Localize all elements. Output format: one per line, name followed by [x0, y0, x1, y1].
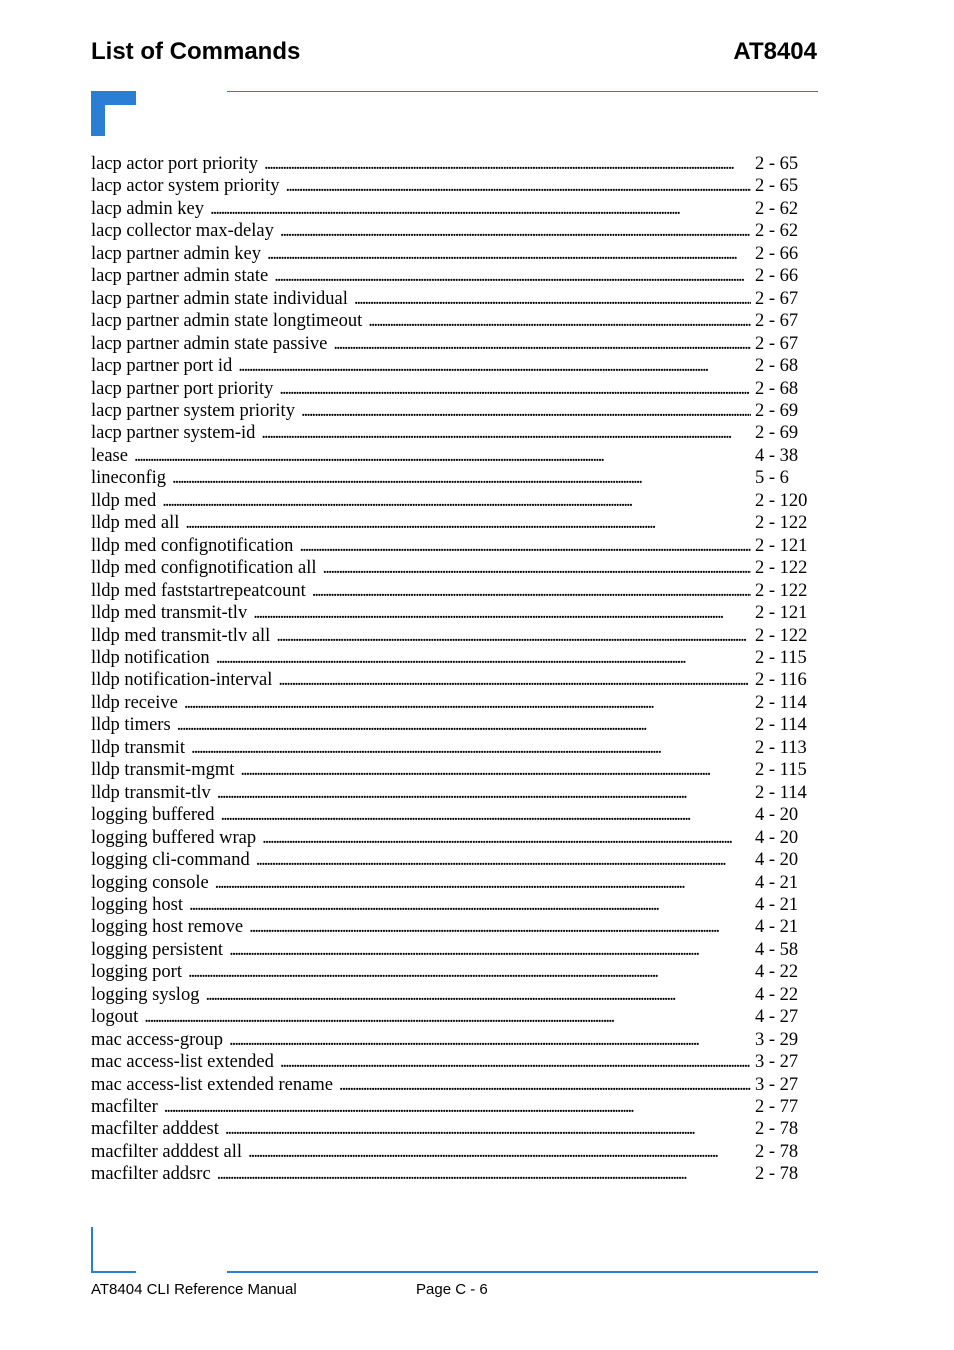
index-entry-page: 2 - 114 — [755, 715, 807, 736]
index-entry-command: lldp transmit-tlv — [91, 782, 211, 803]
index-entry — [91, 647, 807, 669]
dot-leader — [238, 355, 751, 377]
index-entry — [91, 849, 803, 871]
dot-leader — [164, 1096, 751, 1118]
dot-leader — [144, 1006, 751, 1028]
index-entry-command: logging buffered wrap — [91, 827, 257, 848]
dot-leader — [172, 467, 751, 489]
index-entry-command: lease — [91, 445, 128, 466]
index-entry-command: mac access-list extended rename — [91, 1074, 333, 1095]
dot-leader — [229, 1029, 751, 1051]
dot-leader — [276, 625, 751, 647]
dot-leader — [177, 714, 751, 736]
index-entry-page: 4 - 21 — [755, 872, 799, 893]
index-entry-page: 4 - 20 — [755, 805, 799, 826]
index-entry-page: 4 - 22 — [755, 962, 799, 983]
dot-leader — [278, 669, 751, 691]
dot-leader — [217, 1163, 751, 1185]
index-entry — [91, 220, 803, 242]
footer-page-number: Page C - 6 — [416, 1281, 488, 1298]
dot-leader — [253, 602, 751, 624]
index-entry-command: mac access-group — [91, 1029, 224, 1050]
index-entry — [91, 198, 803, 220]
dot-leader — [267, 243, 751, 265]
dot-leader — [280, 220, 751, 242]
index-entry-command: logging buffered — [91, 805, 215, 826]
index-entry-page: 4 - 20 — [755, 827, 799, 848]
dot-leader — [225, 1118, 751, 1140]
index-entry-page: 2 - 115 — [755, 647, 807, 668]
index-entry — [91, 355, 803, 377]
index-entry — [91, 310, 803, 332]
dot-leader — [274, 265, 751, 287]
index-entry-page: 2 - 66 — [755, 266, 799, 287]
index-entry-page: 2 - 78 — [755, 1164, 799, 1185]
index-entry-page: 2 - 114 — [755, 782, 807, 803]
dot-leader — [184, 692, 751, 714]
index-entry — [91, 782, 807, 804]
footer-bracket-vertical — [91, 1227, 93, 1273]
dot-leader — [191, 737, 751, 759]
index-entry — [91, 759, 807, 781]
dot-leader — [333, 333, 751, 355]
corner-bracket-icon — [91, 91, 136, 136]
index-entry-command: lacp collector max-delay — [91, 221, 274, 242]
index-entry-page: 2 - 65 — [755, 154, 799, 174]
index-entry-command: lldp transmit-mgmt — [91, 760, 235, 781]
index-entry — [91, 692, 807, 714]
index-entry-command: macfilter adddest all — [91, 1141, 243, 1162]
index-entry-command: macfilter addsrc — [91, 1164, 211, 1185]
index-entry-command: lldp med confignotification all — [91, 558, 317, 579]
index-entry-page: 2 - 115 — [755, 760, 807, 781]
footer-manual-title: AT8404 CLI Reference Manual — [91, 1281, 297, 1298]
index-entry — [91, 1163, 803, 1185]
index-entry-command: logging syslog — [91, 984, 200, 1005]
index-entry-page: 2 - 65 — [755, 176, 799, 197]
index-entry-command: lacp partner port priority — [91, 378, 274, 399]
index-entry-command: lacp admin key — [91, 198, 205, 219]
index-entry — [91, 804, 803, 826]
footer-rule — [227, 1271, 818, 1273]
index-entry-command: logging host remove — [91, 917, 244, 938]
index-entry — [91, 1006, 803, 1028]
index-entry-command: lldp med transmit-tlv — [91, 603, 248, 624]
index-entry — [91, 1029, 803, 1051]
index-entry-command: lldp med — [91, 490, 157, 511]
dot-leader — [217, 782, 751, 804]
product-name: AT8404 — [733, 38, 817, 65]
index-entry — [91, 490, 808, 512]
index-entry-command: lacp partner system-id — [91, 423, 256, 444]
dot-leader — [240, 759, 751, 781]
index-entry-page: 4 - 58 — [755, 939, 799, 960]
index-entry-command: lacp partner admin state longtimeout — [91, 311, 363, 332]
dot-leader — [189, 894, 751, 916]
index-entry — [91, 714, 807, 736]
index-entry — [91, 512, 808, 534]
index-entry-page: 2 - 69 — [755, 423, 799, 444]
dot-leader — [216, 647, 751, 669]
index-entry-page: 2 - 116 — [755, 670, 807, 691]
index-entry-page: 4 - 22 — [755, 984, 799, 1005]
dot-leader — [279, 378, 751, 400]
index-entry-page: 2 - 68 — [755, 356, 799, 377]
index-entry-command: logging console — [91, 872, 209, 893]
index-entry-page: 2 - 120 — [755, 490, 808, 511]
dot-leader — [264, 153, 751, 175]
index-entry — [91, 400, 803, 422]
index-entry-page: 2 - 69 — [755, 400, 799, 421]
index-entry-command: lineconfig — [91, 468, 167, 489]
index-entry — [91, 872, 803, 894]
index-entry-page: 2 - 121 — [755, 603, 808, 624]
dot-leader — [354, 288, 751, 310]
index-entry — [91, 422, 803, 444]
dot-leader — [162, 490, 751, 512]
index-entry — [91, 894, 803, 916]
index-entry — [91, 984, 803, 1006]
index-entry — [91, 1096, 803, 1118]
dot-leader — [210, 198, 751, 220]
index-entry — [91, 580, 808, 602]
dot-leader — [185, 512, 751, 534]
dot-leader — [249, 916, 751, 938]
index-entry-command: lldp transmit — [91, 737, 186, 758]
index-entry-command: logging port — [91, 962, 182, 983]
index-entry — [91, 1051, 803, 1073]
index-entry-command: lacp partner admin state passive — [91, 333, 328, 354]
index-entry-command: macfilter — [91, 1097, 158, 1118]
index-entry — [91, 175, 803, 197]
index-entry — [91, 939, 803, 961]
index-entry-page: 2 - 67 — [755, 333, 799, 354]
dot-leader — [256, 849, 751, 871]
index-entry-page: 2 - 122 — [755, 625, 808, 646]
header-rule — [227, 91, 818, 92]
index-entry — [91, 265, 803, 287]
index-entry-command: lacp partner admin state — [91, 266, 269, 287]
index-entry — [91, 827, 803, 849]
index-entry-page: 2 - 122 — [755, 580, 808, 601]
index-entry — [91, 1074, 803, 1096]
dot-leader — [323, 557, 751, 579]
index-entry-page: 3 - 29 — [755, 1029, 799, 1050]
index-entry — [91, 243, 803, 265]
index-entry-page: 2 - 78 — [755, 1119, 799, 1140]
index-entry-page: 2 - 68 — [755, 378, 799, 399]
index-entry-page: 4 - 21 — [755, 894, 799, 915]
index-entry-command: lacp partner admin state individual — [91, 288, 348, 309]
index-entry-page: 4 - 38 — [755, 445, 799, 466]
index-entry-command: lldp med transmit-tlv all — [91, 625, 271, 646]
dot-leader — [188, 961, 751, 983]
index-entry-page: 2 - 121 — [755, 535, 808, 556]
dot-leader — [280, 1051, 751, 1073]
index-entry-page: 2 - 122 — [755, 513, 808, 534]
index-entry-page: 2 - 66 — [755, 243, 799, 264]
index-entry — [91, 535, 808, 557]
index-entry — [91, 602, 808, 624]
dot-leader — [205, 984, 751, 1006]
page-title: List of Commands — [91, 38, 301, 65]
index-entry — [91, 916, 803, 938]
index-entry — [91, 1141, 803, 1163]
index-entry-page: 5 - 6 — [755, 468, 789, 489]
index-entry — [91, 467, 803, 489]
command-index-list — [91, 153, 808, 1186]
index-entry-page: 2 - 113 — [755, 737, 807, 758]
index-entry-command: lldp med faststartrepeatcount — [91, 580, 306, 601]
index-entry — [91, 1118, 803, 1140]
index-entry-command: lacp partner port id — [91, 356, 233, 377]
index-entry — [91, 557, 808, 579]
index-entry-page: 3 - 27 — [755, 1052, 799, 1073]
dot-leader — [229, 939, 751, 961]
index-entry-page: 2 - 77 — [755, 1097, 799, 1118]
index-entry-page: 2 - 78 — [755, 1141, 799, 1162]
dot-leader — [312, 580, 751, 602]
index-entry-page: 4 - 20 — [755, 850, 799, 871]
index-entry-page: 2 - 122 — [755, 558, 808, 579]
footer-bracket-horizontal — [91, 1271, 136, 1273]
index-entry-page: 4 - 21 — [755, 917, 799, 938]
dot-leader — [339, 1074, 751, 1096]
index-entry — [91, 333, 803, 355]
dot-leader — [248, 1141, 751, 1163]
index-entry-page: 2 - 67 — [755, 288, 799, 309]
index-entry-command: logging host — [91, 894, 183, 915]
index-entry-command: macfilter adddest — [91, 1119, 219, 1140]
dot-leader — [215, 872, 751, 894]
index-entry — [91, 669, 807, 691]
index-entry-command: lldp med all — [91, 513, 180, 534]
index-entry-command: logging cli-command — [91, 850, 250, 871]
index-entry-command: lacp actor port priority — [91, 154, 258, 174]
index-entry — [91, 737, 807, 759]
index-entry-command: logging persistent — [91, 939, 224, 960]
index-entry — [91, 625, 808, 647]
index-entry-command: lldp timers — [91, 715, 171, 736]
index-entry-command: mac access-list extended — [91, 1052, 274, 1073]
dot-leader — [220, 804, 751, 826]
index-entry-command: lacp actor system priority — [91, 176, 280, 197]
dot-leader — [134, 445, 751, 467]
index-entry-command: lacp partner system priority — [91, 400, 295, 421]
dot-leader — [301, 400, 751, 422]
index-entry-page: 4 - 27 — [755, 1007, 799, 1028]
index-entry-command: lldp notification — [91, 647, 210, 668]
index-entry-page: 2 - 114 — [755, 692, 807, 713]
index-entry-page: 3 - 27 — [755, 1074, 799, 1095]
index-entry-page: 2 - 62 — [755, 221, 799, 242]
dot-leader — [261, 422, 751, 444]
dot-leader — [368, 310, 751, 332]
dot-leader — [286, 175, 751, 197]
index-entry-page: 2 - 62 — [755, 198, 799, 219]
index-entry — [91, 378, 803, 400]
index-entry — [91, 288, 803, 310]
index-entry — [91, 153, 803, 175]
dot-leader — [262, 827, 751, 849]
index-entry — [91, 961, 803, 983]
index-entry — [91, 445, 803, 467]
dot-leader — [299, 535, 751, 557]
index-entry-command: lldp notification-interval — [91, 670, 273, 691]
index-entry-command: logout — [91, 1007, 139, 1028]
index-entry-command: lldp med confignotification — [91, 535, 294, 556]
index-entry-page: 2 - 67 — [755, 311, 799, 332]
index-entry-command: lacp partner admin key — [91, 243, 262, 264]
index-entry-command: lldp receive — [91, 692, 178, 713]
